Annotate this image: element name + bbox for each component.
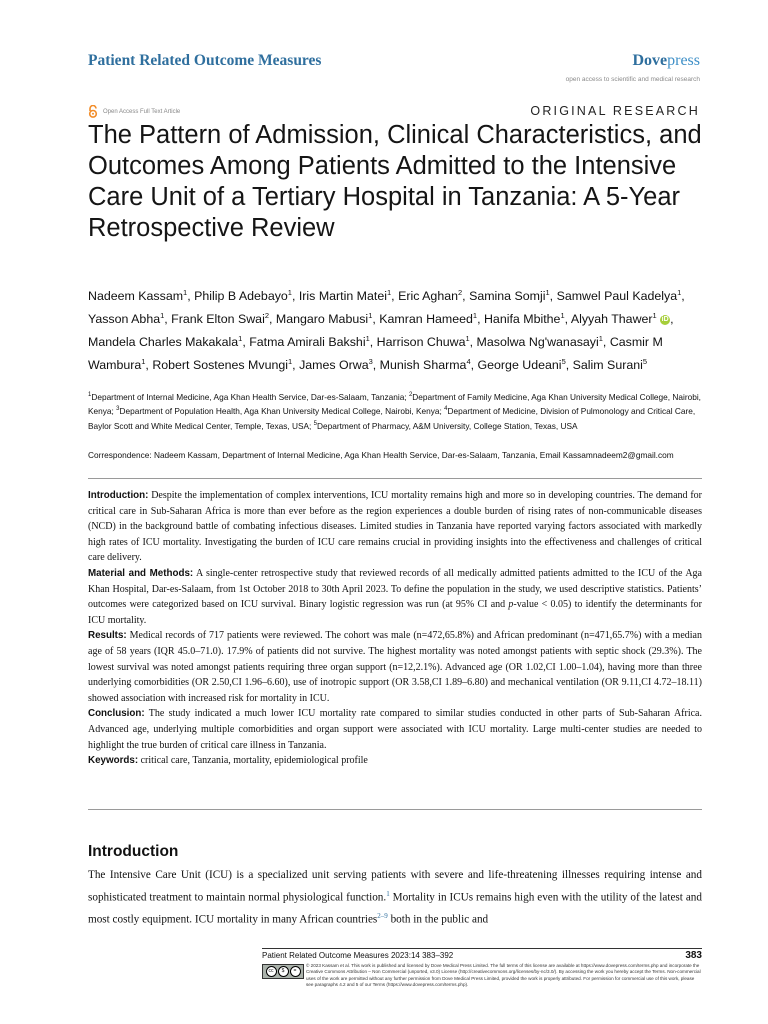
author-affiliation-number: 5 [642,357,648,367]
license-text: © 2023 Kassam et al. This work is published and licensed by Dove Medical Press Limited. The full terms of this license are available at https://www.dovepress.com/terms.php and incorporate the Creative Commons Attribution – Non Commercial (unported, v3.0) License (http://creativecommons.org/licenses/by-nc/3.0/). By accessing the work you hereby accept the Terms. Non-commercial uses of the work are permitted without any further permission from Dove Medical Press Limited, provided the work is properly attributed. For permission for commercial use of this work, please see paragraphs 4.2 and 5 of our Terms (https://www.dovepress.com/terms.php). [306,963,701,988]
author-affiliation-number: 1 [368,311,373,321]
article-type: ORIGINAL RESEARCH [530,104,700,118]
orcid-icon[interactable]: iD [661,315,669,323]
affiliation-number: 4 [444,406,448,413]
author-affiliation-number: 1 [560,311,565,321]
brand-main: Dove [632,52,668,69]
affiliation-number: 1 [88,392,92,398]
author-affiliation-number: 1 [598,334,603,344]
author-list: Nadeem Kassam$^1$, Philip B Adebayo$^1$, Iris Martin Matei$^1$, Eric Aghan$^2$, Samina Somji$^1$, Samwel Paul Kadelya$^1$, Yasson Abha$^1$, Frank Elton Swai$^2$, Mangaro Mabusi$^1$, Kamran Hameed$^1$, Hanifa Mbithe$^1$, Alyyah Thawer$^1$ iD , Mandela Charles Makakala$^1$, Fatma Amirali Bakshi$^1$, Harrison Chuwa$^1$, Masolwa Ng'wanasayi$^1$, Casmir M Wambura$^1$, Robert Sostenes Mvungi$^1$, James Orwa$^3$, Munish Sharma$^4$, George Udeani$^5$, Salim Surani$^5$ [88,288,685,373]
author-name[interactable]: Munish Sharma [379,358,467,373]
abstract-keywords [88,753,702,769]
cc-icon: cc [266,966,277,977]
footer-citation: Patient Related Outcome Measures 2023:14 383–392 [262,951,454,960]
author-affiliation-number: 1 [365,334,370,344]
affiliation-text: Department of Pharmacy, A&M University, College Station, Texas, USA [317,420,578,431]
abstract [88,488,702,769]
page-number: 383 [685,950,702,961]
open-access-label: Open Access Full Text Article [103,108,181,115]
author-affiliation-number: 1 [387,288,392,297]
abstract-label: Keywords: [88,755,139,767]
open-access-badge [88,105,180,118]
author-affiliation-number: 1 [287,288,292,297]
author-name[interactable]: Philip B Adebayo [194,289,288,304]
noncommercial-icon: $ [278,966,289,977]
author-affiliation-number: 1 [288,357,293,367]
brand-light: press [667,52,700,69]
author-affiliation-number: 1 [238,334,243,344]
abstract-text: Medical records of 717 patients were reviewed. The cohort was male (n=472,65.8%) and African predominant (n=471,65.7%) with a median age of 58 years (IQR 45.0–71.0). 17.9% of patients did not survive. The highest mortality was noted amongst patients with septic shock (29.3%). The lowest survival was noted amongst patients requiring three organ support (n=12,2.1%). Advanced age (OR 1.02,CI 1.00–1.04), having more than three underlying comorbidities (OR 2.50,CI 1.96–6.60), use of inotropic support (OR 3.58,CI 1.89–6.80) and mechanical ventilation (OR 9.11,CI 4.72–18.11) showed association with increased risk for mortality in ICU. [88,630,702,704]
abstract-label: Material and Methods: [88,567,194,579]
dovepress-logo[interactable] [632,52,700,70]
author-affiliation-number: 2 [264,311,269,321]
author-name[interactable]: Mangaro Mabusi [275,312,369,327]
author-affiliation-number: 1 [465,334,470,344]
abstract-results [88,628,702,706]
author-affiliation-number: 1 [160,311,165,321]
journal-title[interactable]: Patient Related Outcome Measures [88,52,322,69]
abstract-label: Results: [88,630,127,642]
author-name[interactable]: Frank Elton Swai [171,312,265,327]
noderivs-icon: = [290,966,301,977]
author-name[interactable]: Iris Martin Matei [298,289,387,304]
cc-license-badge[interactable] [262,964,304,979]
abstract-bottom-rule [88,809,702,810]
abstract-methods [88,566,702,628]
abstract-label: Conclusion: [88,708,145,720]
author-affiliation-number: 3 [368,357,373,367]
article-title: The Pattern of Admission, Clinical Characteristics, and Outcomes Among Patients Admitted to the Intensive Care Unit of a Tertiary Hospital in Tanzania: A 5-Year Retrospective Review [88,121,702,242]
affiliation-number: 5 [313,420,317,427]
author-name[interactable]: Masolwa Ng'wanasayi [476,335,599,350]
author-affiliation-number: 1 [677,288,682,297]
author-name[interactable]: Kamran Hameed [379,312,473,327]
author-name[interactable]: Yasson Abha [88,312,161,327]
abstract-label: Introduction: [88,490,149,501]
author-affiliation-number: 1 [141,357,146,367]
citation-link[interactable]: 1 [386,889,390,898]
abstract-introduction [88,488,702,566]
open-access-icon [88,105,98,118]
author-name[interactable]: James Orwa [299,358,369,373]
footer-rule [262,948,702,949]
abstract-text: A single-center retrospective study that reviewed records of all medically admitted patients admitted to the ICU of the Aga Khan Hospital, Dar-es-Salaam, from 1st October 2018 to 30th April 2023. To define the population in the study, we used descriptive statistics. Patients’ outcomes were categorized based on ICU survival. Binary logistic regression was run (at 95% CI and [88,567,702,611]
author-name[interactable]: Samwel Paul Kadelya [556,289,678,304]
affiliation-text: Department of Medicine, Division of Pulmonology and Critical Care, Baylor Scott and White Medical Center, Temple, Texas, USA; [88,406,696,431]
author-affiliation-number: 1 [183,288,188,297]
abstract-top-rule [88,478,702,479]
abstract-conclusion [88,706,702,753]
author-name[interactable]: Samina Somji [469,289,546,304]
author-name[interactable]: Salim Surani [572,358,643,373]
author-affiliation-number: 1 [472,311,478,321]
author-affiliation-number: 1 [545,288,550,297]
paragraph-text: both in the public and [387,914,489,927]
abstract-text: The study indicated a much lower ICU mortality rate compared to similar studies conducted in other parts of Sub-Saharan Africa. Advanced age, underlying multiple comorbidities and organ support were associated with ICU mortality. Large multi-center studies are needed to highlight the true burden of critical care illness in Tanzania. [88,708,702,751]
affiliation-number: 3 [116,406,120,413]
abstract-text: Despite the implementation of complex interventions, ICU mortality remains high and more so in developing countries. The demand for critical care in Sub-Saharan Africa is more than ever before as the region experiences a double burden of rising rates of non-communicable diseases (NCD) in the background battle of combating infectious diseases. Limited studies in Tanzania have reported varying factors associated with markedly high rates of ICU mortality. Investigating the burden of ICU care remains crucial in providing insights into the effectiveness and challenges of critical care delivery. [88,490,702,564]
author-name[interactable]: Mandela Charles Makakala [88,335,239,350]
author-name[interactable]: Nadeem Kassam [88,289,184,304]
author-affiliation-number: 1 [652,311,657,321]
paragraph-text: The Intensive Care Unit (ICU) is a specialized unit serving patients with severe and life-threatening illnesses requiring intense and sophisticated treatment to maintain normal physiological function. [88,869,702,904]
abstract-text: -value < 0.05) to identify the determinants for ICU mortality. [88,599,702,626]
affiliations [88,389,704,432]
section-heading-introduction: Introduction [88,843,179,860]
author-name[interactable]: George Udeani [477,358,562,373]
affiliation-number: 2 [408,392,413,398]
author-name[interactable]: Fatma Amirali Bakshi [249,335,366,350]
author-affiliation-number: 5 [561,357,566,367]
correspondence: Correspondence: Nadeem Kassam, Department of Internal Medicine, Aga Khan Health Service, Dar-es-Salaam, Tanzania, Email Kassamnadeem2@gmail.com [88,450,674,460]
introduction-paragraph [88,866,702,930]
keywords-text: critical care, Tanzania, mortality, epidemiological profile [138,755,368,767]
author-name[interactable]: Hanifa Mbithe [483,312,561,327]
author-name[interactable]: Alyyah Thawer [570,312,653,327]
affiliation-text: Department of Population Health, Aga Khan University Medical College, Nairobi, Kenya; [119,406,445,417]
author-affiliation-number: 2 [458,288,463,297]
author-name[interactable]: Casmir M Wambura [88,335,663,373]
affiliation-text: Department of Family Medicine, Aga Khan University Medical College, Nairobi, Kenya; [88,391,701,417]
citation-link[interactable]: 2–9 [377,912,388,921]
p-value-symbol: p [508,599,514,611]
author-name[interactable]: Robert Sostenes Mvungi [152,358,288,373]
author-affiliation-number: 4 [466,357,471,367]
author-name[interactable]: Harrison Chuwa [376,335,466,350]
author-name[interactable]: Eric Aghan [398,289,458,304]
brand-tagline: open access to scientific and medical research [565,76,700,83]
affiliation-text: Department of Internal Medicine, Aga Khan Health Service, Dar-es-Salaam, Tanzania; [91,391,409,402]
paragraph-text: Mortality in ICUs remains high even with the utility of the latest and most costly equipment. ICU mortality in many African countries [88,891,702,927]
